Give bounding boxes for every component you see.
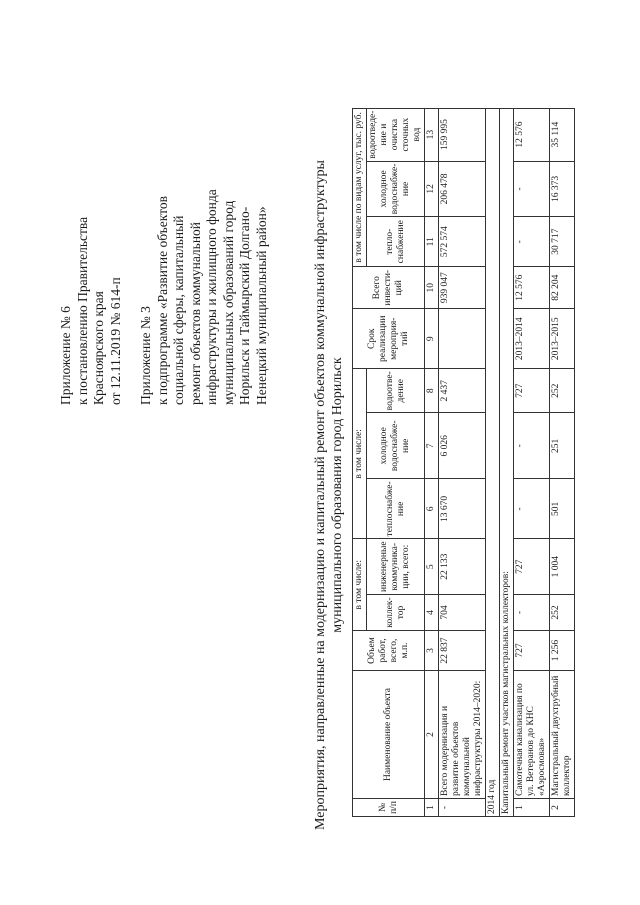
cell-volume: 727 xyxy=(514,631,550,671)
appendix-line: ремонт объектов коммунальной xyxy=(187,221,203,405)
cell-drain2: 35 114 xyxy=(550,108,575,161)
cell-no: 1 xyxy=(514,799,550,817)
header-name: Наименование объекта xyxy=(353,671,425,799)
header-incl-services: в том числе по видам услуг, тыс. руб. xyxy=(353,108,367,267)
header-cold: холодное водоснабже-ние xyxy=(367,413,425,479)
colnum: 12 xyxy=(425,161,439,217)
cell-heat: 13 670 xyxy=(439,479,486,539)
cell-heat2: 30 717 xyxy=(550,217,575,267)
header-term: Срок реализации мероприя-тий xyxy=(353,309,425,369)
cell-total: 939 047 xyxy=(439,267,486,309)
table-row xyxy=(550,108,575,816)
cell-collector: 252 xyxy=(550,595,575,631)
colnum: 13 xyxy=(425,108,439,161)
cell-collector: - xyxy=(514,595,550,631)
colnum: 9 xyxy=(425,309,439,369)
cell-heat2: 572 574 xyxy=(439,217,486,267)
header-heat: теплоснабже-ние xyxy=(367,479,425,539)
cell-name: Самотечная канализация по ул. Ветеранов до КНС «Аэросмовая» xyxy=(514,671,550,799)
header-no: № п/п xyxy=(353,799,425,817)
appendix-line: к постановлению Правительства xyxy=(74,216,90,405)
colnum: 10 xyxy=(425,267,439,309)
cell-engineering: 22 133 xyxy=(439,539,486,595)
header-drain2: водоотведе-ние и очистка сточных вод xyxy=(367,108,425,161)
cell-engineering: 727 xyxy=(514,539,550,595)
cell-volume: 22 837 xyxy=(439,631,486,671)
cell-name: Всего модернизация и развитие объектов коммунальной инфраструктуры 2014–2020: xyxy=(439,671,486,799)
cell-cold: 251 xyxy=(550,413,575,479)
appendix-line: Приложение № 3 xyxy=(138,306,153,405)
colnum: 6 xyxy=(425,479,439,539)
year-row xyxy=(486,108,500,816)
document-title xyxy=(312,135,346,855)
header-total: Всего инвести-ций xyxy=(353,267,425,309)
header-incl: в том числе: xyxy=(353,539,367,631)
header-engineering: инженерные коммуника-ции, всего: xyxy=(367,539,425,595)
section-row xyxy=(500,108,514,816)
colnum: 4 xyxy=(425,595,439,631)
header-cold2: холодное водоснабже-ние xyxy=(367,161,425,217)
appendix-block xyxy=(58,189,270,405)
header-volume: Объем работ, всего, м.п. xyxy=(353,631,425,671)
appendix-line: Приложение № 6 xyxy=(58,306,73,405)
appendix-line: социальной сферы, капитальный xyxy=(171,215,186,405)
cell-term xyxy=(439,309,486,369)
cell-term: 2013–2015 xyxy=(550,309,575,369)
table-row xyxy=(514,108,550,816)
cell-drain: 727 xyxy=(514,369,550,413)
cell-drain2: 159 995 xyxy=(439,108,486,161)
cell-cold: - xyxy=(514,413,550,479)
cell-total: 12 576 xyxy=(514,267,550,309)
cell-volume: 1 256 xyxy=(550,631,575,671)
cell-collector: 704 xyxy=(439,595,486,631)
cell-term: 2013–2014 xyxy=(514,309,550,369)
year-label: 2014 год xyxy=(486,108,500,816)
cell-drain: 2 437 xyxy=(439,369,486,413)
colnum: 8 xyxy=(425,369,439,413)
cell-cold: 6 026 xyxy=(439,413,486,479)
measures-table xyxy=(352,108,575,817)
colnum: 3 xyxy=(425,631,439,671)
cell-heat: 501 xyxy=(550,479,575,539)
colnum: 1 xyxy=(425,799,439,817)
cell-name: Магистральный двухтрубный коллектор xyxy=(550,671,575,799)
cell-cold2: - xyxy=(514,161,550,217)
cell-cold2: 16 373 xyxy=(550,161,575,217)
cell-heat: - xyxy=(514,479,550,539)
cell-cold2: 206 478 xyxy=(439,161,486,217)
appendix-line: инфраструктуры и жилищного фонда xyxy=(204,189,219,405)
cell-engineering: 1 004 xyxy=(550,539,575,595)
appendix-line: к подпрограмме «Развитие объектов xyxy=(154,196,170,405)
appendix-line: Красноярского края xyxy=(91,291,106,405)
section-label: Капитальный ремонт участков магистральных коллекторов: xyxy=(500,108,514,816)
header-heat2: тепло-снабжение xyxy=(367,217,425,267)
appendix-line: Норильск и Таймырский Долгано- xyxy=(237,206,252,405)
title-line-2: муниципального образования город Норильск xyxy=(330,357,345,633)
cell-drain2: 12 576 xyxy=(514,108,550,161)
cell-heat2: - xyxy=(514,217,550,267)
cell-no: - xyxy=(439,799,486,817)
header-collector: коллек-тор xyxy=(367,595,425,631)
colnum: 2 xyxy=(425,671,439,799)
title-line-1: Мероприятия, направленные на модернизацию и капитальный ремонт объектов коммунальной инфраструктуры xyxy=(313,160,328,830)
cell-no: 2 xyxy=(550,799,575,817)
appendix-line: муниципальных образований город xyxy=(220,200,236,405)
total-row xyxy=(439,108,486,816)
header-incl2: в том числе: xyxy=(353,369,367,539)
cell-total: 82 204 xyxy=(550,267,575,309)
cell-drain: 252 xyxy=(550,369,575,413)
header-drain: водоотве-дение xyxy=(367,369,425,413)
appendix-line: Ненецкий муниципальный район» xyxy=(253,206,269,405)
column-numbers-row xyxy=(425,108,439,816)
colnum: 7 xyxy=(425,413,439,479)
colnum: 11 xyxy=(425,217,439,267)
colnum: 5 xyxy=(425,539,439,595)
appendix-line: от 12.11.2019 № 614-п xyxy=(107,277,123,405)
